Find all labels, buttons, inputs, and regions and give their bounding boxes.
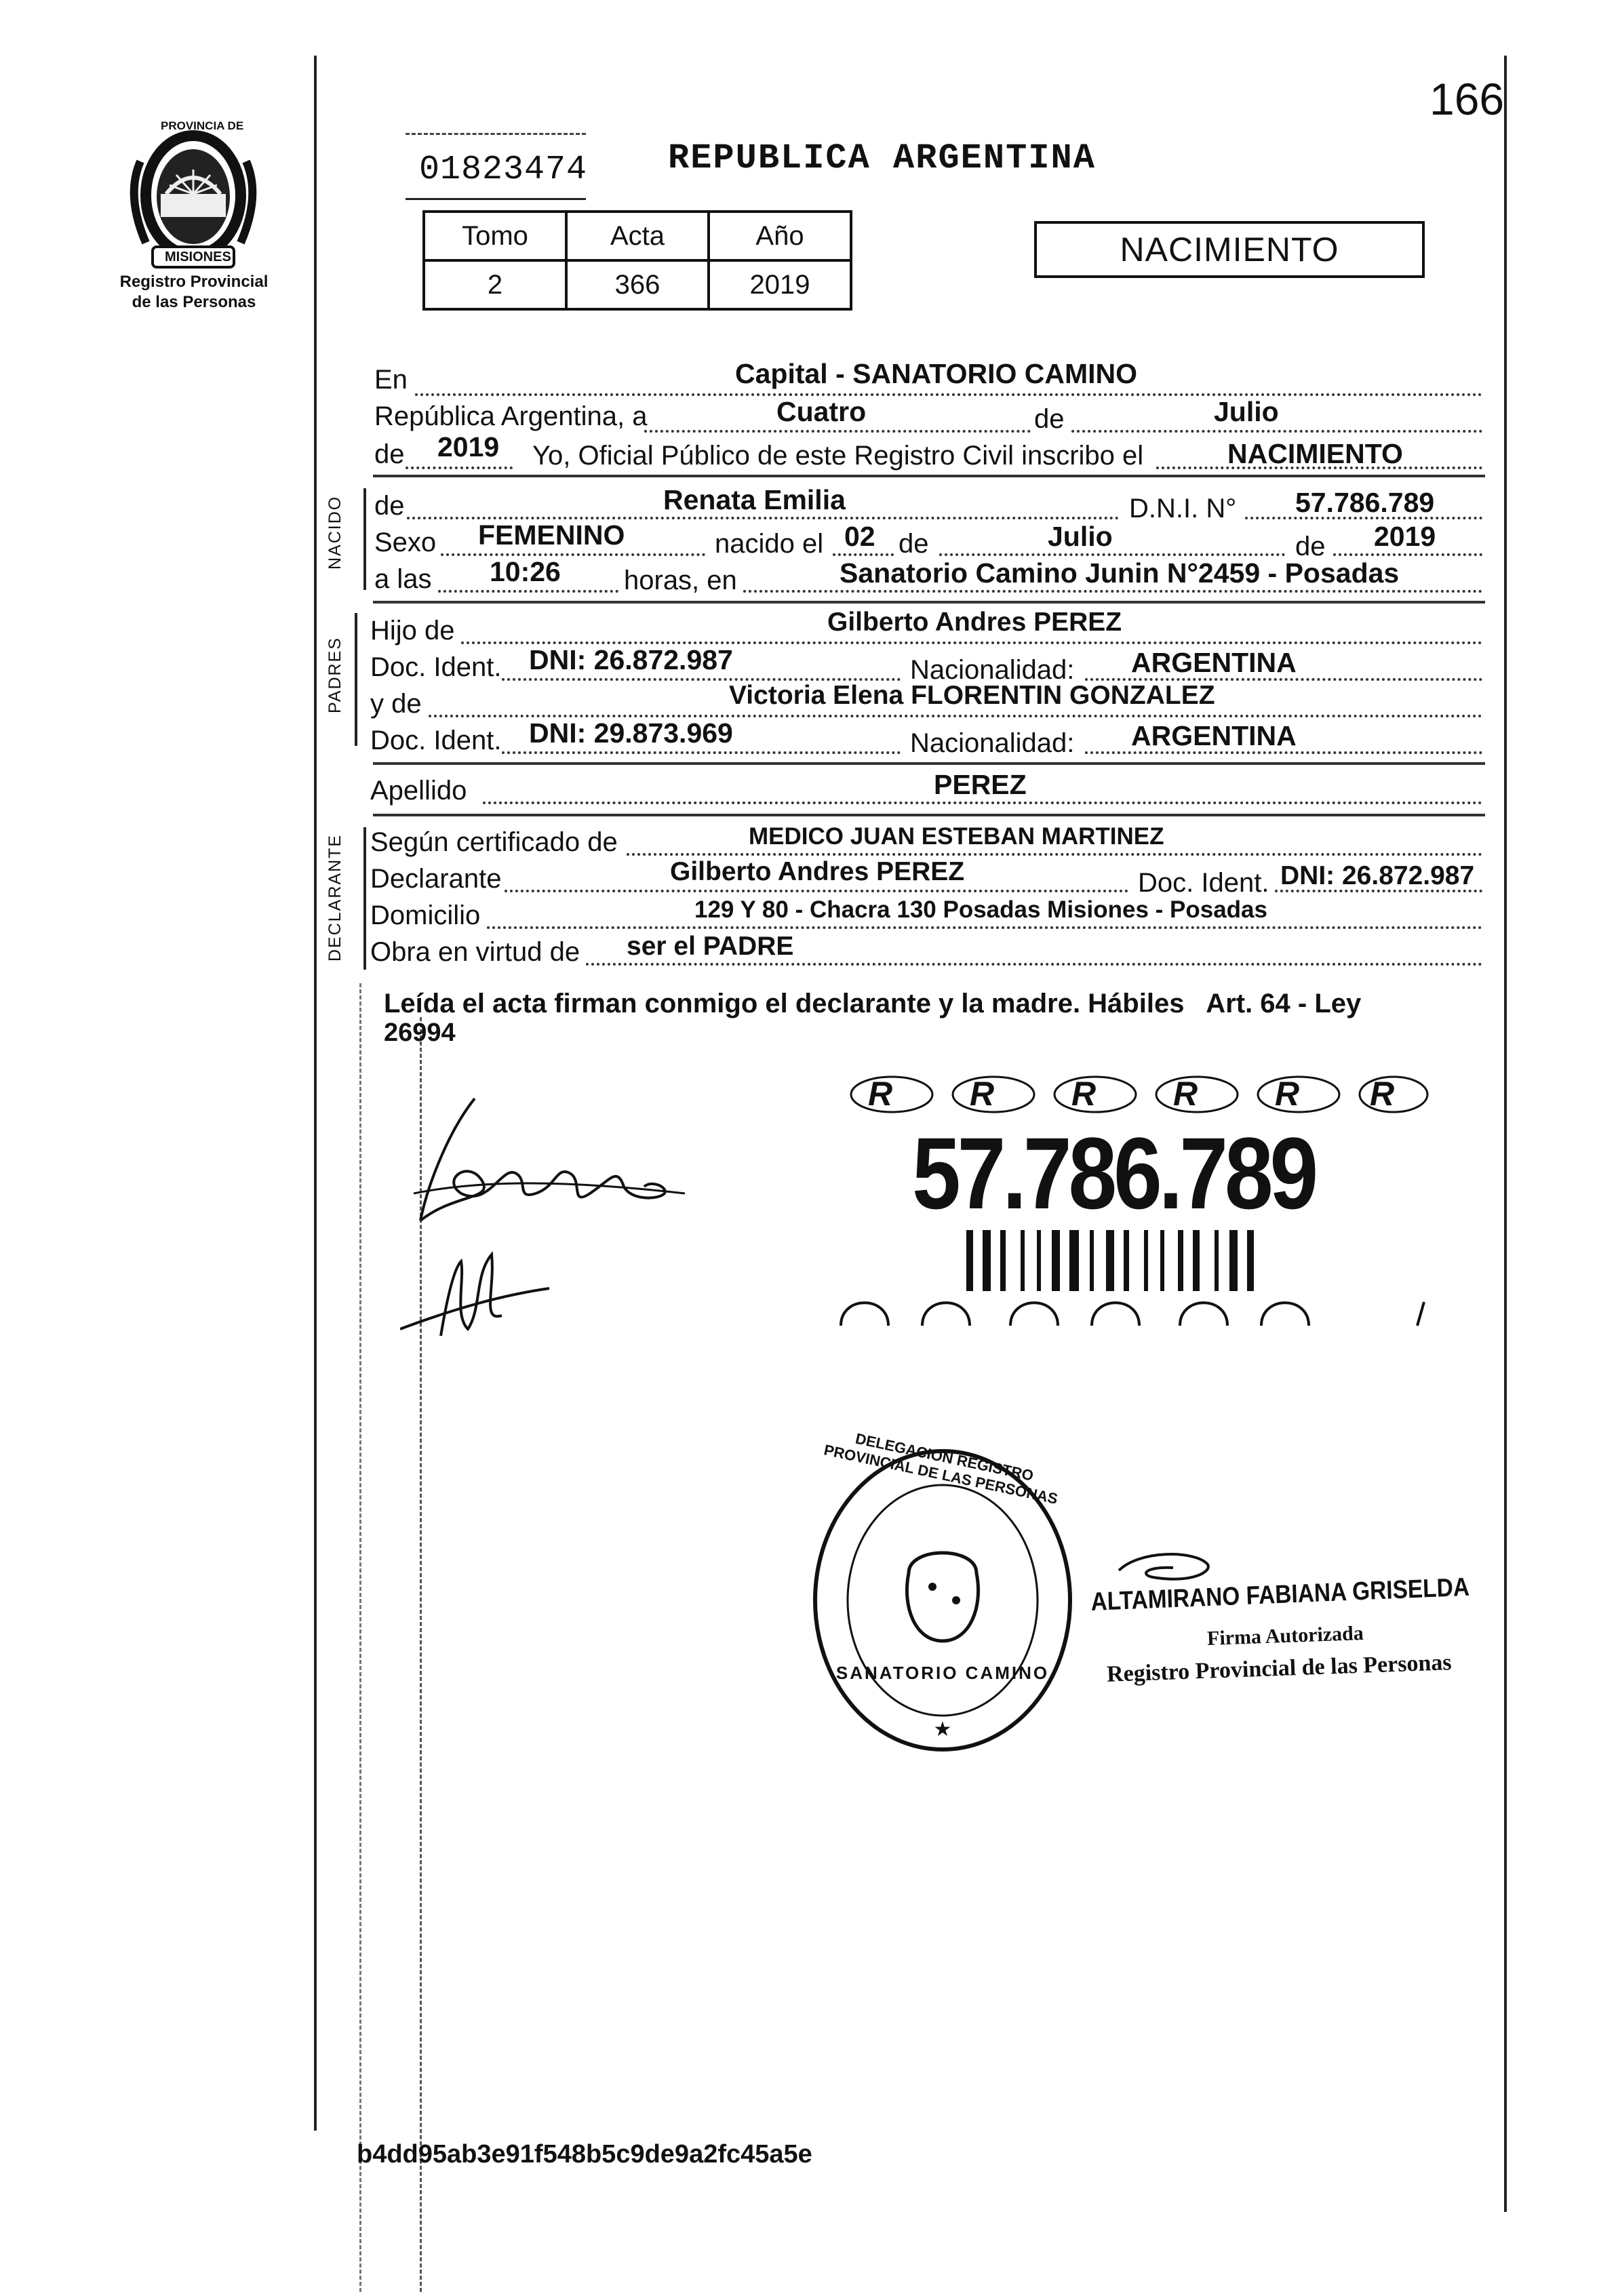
- apellido-label: Apellido: [370, 776, 467, 806]
- obra-value: ser el PADRE: [627, 932, 794, 961]
- nacido-anio: 2019: [1374, 521, 1436, 552]
- official-office: Registro Provincial de las Personas: [1106, 1650, 1453, 1687]
- side-label-nacido: NACIDO: [325, 495, 344, 570]
- sticker-mark: R: [1071, 1075, 1097, 1113]
- barcode-bar: [1000, 1230, 1006, 1291]
- registry-table-header: [424, 212, 851, 260]
- declarante-label: Declarante: [370, 864, 502, 894]
- barcode-bar: [1178, 1230, 1183, 1291]
- barcode-bar: [1069, 1230, 1079, 1291]
- anio-value: 2019: [437, 431, 500, 462]
- declarante-brace: [363, 827, 366, 970]
- madre-doc-dots: [502, 751, 901, 754]
- declarante-dots: [505, 890, 1128, 892]
- nombre-value: Renata Emilia: [663, 484, 846, 515]
- lugar-dots: [743, 590, 1482, 593]
- en-value: Capital - SANATORIO CAMINO: [735, 358, 1137, 389]
- domicilio-dots: [487, 926, 1482, 929]
- hora-dots: [438, 590, 618, 593]
- madre-doc-label: Doc. Ident.: [370, 726, 502, 755]
- stamp-outer-text: DELEGACION REGISTRO PROVINCIAL DE LAS PERSONAS: [822, 1429, 1059, 1508]
- dni-sticker: [834, 1070, 1438, 1328]
- right-margin-line: [1504, 56, 1507, 2212]
- dia-value: Cuatro: [776, 396, 867, 427]
- stamp-inner-text: SANATORIO CAMINO: [835, 1663, 1050, 1683]
- nacido-anio-dots: [1333, 553, 1482, 556]
- serial-underline: [406, 198, 586, 200]
- sticker-mark: R: [1370, 1075, 1395, 1113]
- left-margin-line: [314, 56, 317, 2131]
- header-acta: Acta: [566, 212, 709, 260]
- official-name: ALTAMIRANO FABIANA GRISELDA: [1090, 1572, 1470, 1617]
- rule-2: [373, 601, 1485, 603]
- domicilio-label: Domicilio: [370, 900, 481, 930]
- official-stamp: [807, 1429, 1078, 1756]
- value-anio: 2019: [709, 260, 851, 309]
- mes-value: Julio: [1214, 396, 1279, 427]
- sticker-pattern-top: [834, 1070, 1438, 1117]
- hijo-label: Hijo de: [370, 616, 455, 646]
- barcode-bar: [1193, 1230, 1200, 1291]
- de-label: de: [1034, 404, 1065, 434]
- barcode-bar: [1106, 1230, 1114, 1291]
- document-hash: b4dd95ab3e91f548b5c9de9a2fc45a5e: [357, 2140, 812, 2169]
- nombre-label: de: [374, 491, 405, 521]
- barcode-bar: [1144, 1230, 1148, 1291]
- nacido-mes-dots: [939, 553, 1285, 556]
- sticker-mark: R: [970, 1075, 995, 1113]
- barcode-bar: [983, 1230, 991, 1291]
- declarante-value: Gilberto Andres PEREZ: [670, 857, 965, 886]
- republica-label: República Argentina, a: [374, 401, 648, 431]
- dni-value: 57.786.789: [1295, 487, 1435, 518]
- header-tomo: Tomo: [424, 212, 566, 260]
- sexo-value: FEMENINO: [478, 519, 625, 551]
- madre-doc: DNI: 29.873.969: [529, 717, 733, 749]
- mother-signature: [400, 1234, 556, 1343]
- padre-nac-label: Nacionalidad:: [910, 655, 1075, 685]
- sticker-dni-number: 57.786.789: [912, 1116, 1316, 1230]
- registry-table-values: [424, 260, 851, 309]
- anio-dots: [406, 467, 513, 469]
- barcode-bar: [1215, 1230, 1219, 1291]
- certificado-dots: [627, 853, 1482, 856]
- registry-table: [422, 210, 852, 311]
- country-title: REPUBLICA ARGENTINA: [668, 138, 1096, 178]
- logo-arc-bottom: MISIONES: [165, 250, 231, 264]
- nacido-brace: [363, 488, 366, 590]
- declarante-doc-label: Doc. Ident.: [1138, 868, 1269, 898]
- hora-label: a las: [374, 564, 432, 594]
- official-role: Firma Autorizada: [1206, 1621, 1364, 1650]
- padre-nac: ARGENTINA: [1131, 647, 1297, 678]
- domicilio-value: 129 Y 80 - Chacra 130 Posadas Misiones - Posadas: [694, 896, 1267, 923]
- barcode-icon: [966, 1230, 1346, 1291]
- logo-caption-2: de las Personas: [132, 293, 256, 311]
- value-acta: 366: [566, 260, 709, 309]
- sexo-dots: [441, 553, 705, 556]
- nacido-dia: 02: [844, 521, 875, 552]
- dashed-margin-line-2: [359, 983, 361, 2292]
- nacido-mes: Julio: [1048, 521, 1113, 552]
- rule-3: [373, 762, 1485, 765]
- province-logo: [112, 114, 275, 277]
- side-label-padres: PADRES: [325, 637, 344, 713]
- barcode-bar: [966, 1230, 973, 1291]
- certificado-label: Según certificado de: [370, 827, 618, 857]
- yde-label: y de: [370, 689, 422, 719]
- closing-text-2: 26994: [384, 1018, 456, 1047]
- apellido-dots: [483, 801, 1482, 804]
- closing-text-1: Leída el acta firman conmigo el declarante y la madre. Hábiles Art. 64 - Ley: [384, 989, 1362, 1018]
- declarant-signature: [400, 1092, 685, 1227]
- nacido-de2-label: de: [1295, 532, 1326, 561]
- barcode-bar: [1247, 1230, 1254, 1291]
- republica-dots-1: [644, 430, 1031, 433]
- apellido-value: PEREZ: [934, 769, 1027, 800]
- en-label: En: [374, 365, 408, 395]
- certificado-value: MEDICO JUAN ESTEBAN MARTINEZ: [749, 823, 1164, 850]
- barcode-bar: [1021, 1230, 1025, 1291]
- barcode-bar: [1229, 1230, 1238, 1291]
- horas-label: horas, en: [624, 566, 737, 595]
- obra-label: Obra en virtud de: [370, 937, 580, 967]
- hora-value: 10:26: [490, 556, 561, 587]
- page-number: 166: [1429, 74, 1505, 124]
- declarante-doc: DNI: 26.872.987: [1280, 861, 1475, 890]
- act-type-box: NACIMIENTO: [1034, 221, 1425, 278]
- barcode-bar: [1037, 1230, 1041, 1291]
- anio-prefix: de: [374, 439, 405, 469]
- logo-arc-top: PROVINCIA DE: [161, 119, 244, 132]
- obra-dots: [586, 963, 1482, 966]
- inscribo-value: NACIMIENTO: [1227, 438, 1403, 469]
- value-tomo: 2: [424, 260, 566, 309]
- nacido-dia-dots: [833, 553, 894, 556]
- padre-doc: DNI: 26.872.987: [529, 644, 733, 675]
- lugar-value: Sanatorio Camino Junin N°2459 - Posadas: [840, 557, 1400, 589]
- serial-overline: [406, 133, 586, 135]
- en-dots: [415, 393, 1482, 396]
- barcode-bar: [1090, 1230, 1094, 1291]
- rule-4: [373, 814, 1485, 816]
- madre-nac-label: Nacionalidad:: [910, 728, 1075, 758]
- logo-caption-1: Registro Provincial: [119, 273, 269, 291]
- padres-brace: [355, 613, 357, 746]
- nacido-label: nacido el: [715, 529, 824, 559]
- nacido-de-label: de: [899, 529, 929, 559]
- serial-number: 01823474: [419, 151, 588, 189]
- sticker-mark: R: [1275, 1075, 1300, 1113]
- padre-doc-label: Doc. Ident.: [370, 652, 502, 682]
- madre-value: Victoria Elena FLORENTIN GONZALEZ: [729, 681, 1215, 710]
- side-label-declarante: DECLARANTE: [325, 833, 344, 962]
- rule-1: [373, 475, 1485, 477]
- sticker-mark: R: [868, 1075, 893, 1113]
- svg-text:★: ★: [933, 1718, 952, 1741]
- republica-dots-2: [1071, 430, 1482, 433]
- barcode-bar: [1160, 1230, 1164, 1291]
- header-anio: Año: [709, 212, 851, 260]
- dni-label: D.N.I. N°: [1129, 494, 1237, 523]
- barcode-bar: [1124, 1230, 1129, 1291]
- padre-value: Gilberto Andres PEREZ: [827, 608, 1122, 637]
- sticker-pattern-bottom: [834, 1288, 1438, 1329]
- sexo-label: Sexo: [374, 528, 437, 557]
- sticker-mark: R: [1173, 1075, 1198, 1113]
- inscribo-text: Yo, Oficial Público de este Registro Civil inscribo el: [532, 441, 1144, 471]
- madre-nac: ARGENTINA: [1131, 720, 1297, 751]
- barcode-bar: [1052, 1230, 1060, 1291]
